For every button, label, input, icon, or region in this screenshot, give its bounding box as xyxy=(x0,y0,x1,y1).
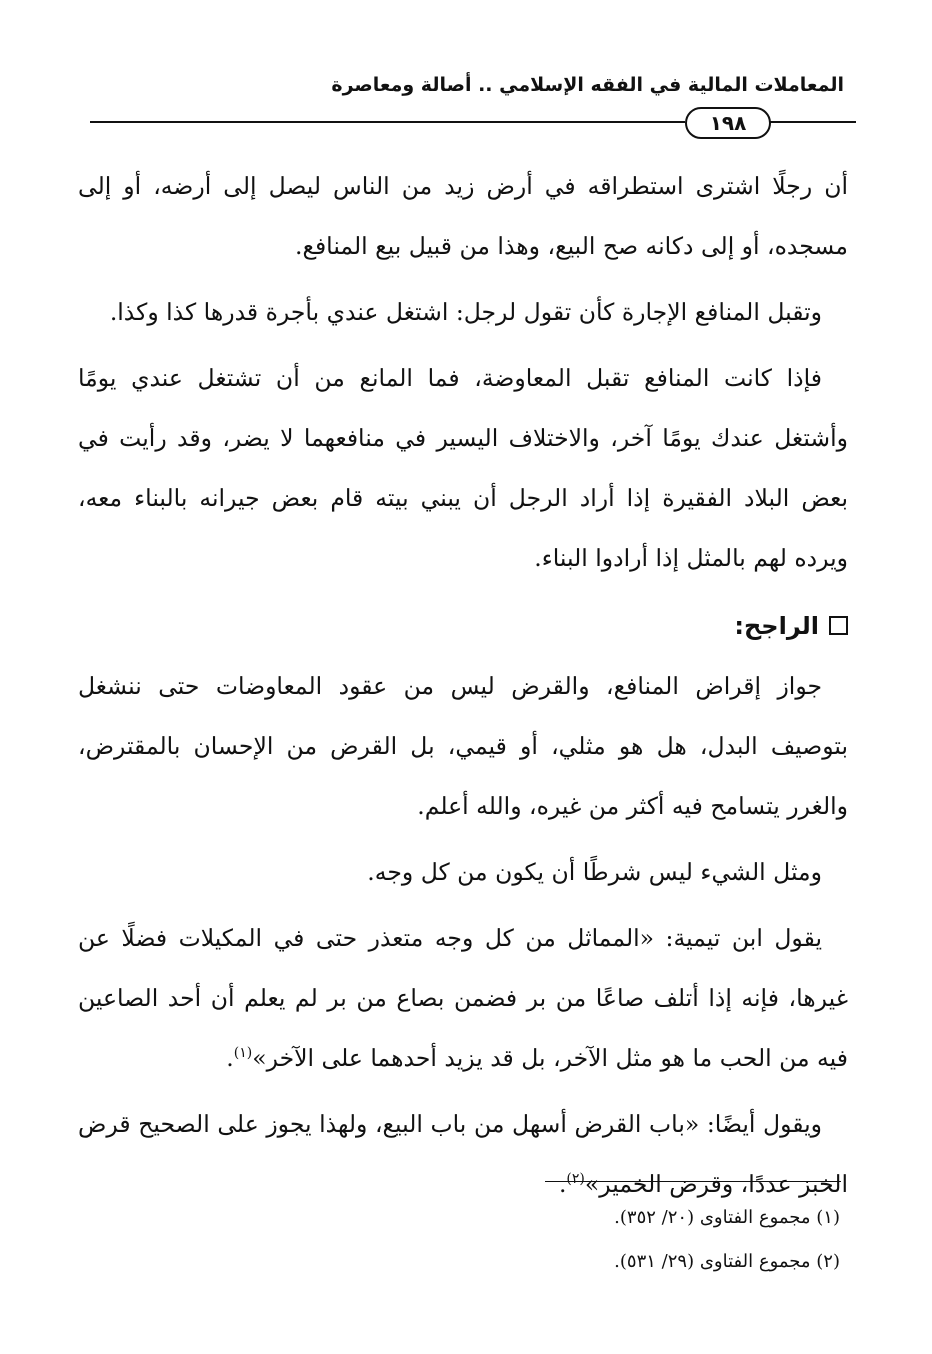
quote-paragraph xyxy=(78,908,848,1088)
paragraph: وتقبل المنافع الإجارة كأن تقول لرجل: اشتغل عندي بأجرة قدرها كذا وكذا. xyxy=(109,298,822,326)
page-number-badge: ١٩٨ xyxy=(685,107,771,139)
running-header-title: المعاملات المالية في الفقه الإسلامي .. أصالة ومعاصرة xyxy=(331,74,844,96)
square-bullet-icon xyxy=(829,616,848,635)
paragraph: ومثل الشيء ليس شرطًا أن يكون من كل وجه. xyxy=(367,858,822,886)
quote-end: . xyxy=(226,1044,234,1072)
main-text xyxy=(78,156,848,1220)
footnote-separator xyxy=(545,1181,841,1182)
paragraph: جواز إقراض المنافع، والقرض ليس من عقود المعاوضات حتى ننشغل بتوصيف البدل، هل هو مثلي، أو قيمي، بل القرض من الإحسان بالمقترض، والغرر يتسامح فيه أكثر من غيره، والله أعلم. xyxy=(78,672,848,820)
paragraph: أن رجلًا اشترى استطراقه في أرض زيد من الناس ليصل إلى أرضه، أو إلى مسجده، أو إلى دكانه صح البيع، وهذا من قبيل بيع المنافع. xyxy=(78,172,848,260)
footnote-ref: (١) xyxy=(233,1045,253,1062)
header-rule-right xyxy=(770,121,856,123)
section-heading-label: الراجح: xyxy=(734,612,819,640)
section-heading xyxy=(78,596,848,656)
footnote: (٢) مجموع الفتاوى (٢٩/ ٥٣١). xyxy=(614,1251,840,1272)
quote-text: يقول ابن تيمية: «المماثل من كل وجه متعذر حتى في المكيلات فضلًا عن غيرها، فإنه إذا أتلف صاعًا من بر فضمن بصاع من بر لم يعلم أن أحد الصاعين فيه من الحب ما هو مثل الآخر، بل قد يزيد أحدهما على الآخر» xyxy=(78,924,848,1072)
quote-end: . xyxy=(558,1170,567,1198)
quote-text: ويقول أيضًا: «باب القرض أسهل من باب البيع، ولهذا يجوز على الصحيح قرض الخبز عددًا، وقرض الخمير» xyxy=(78,1110,848,1198)
header-rule-left xyxy=(90,121,685,123)
paragraph: فإذا كانت المنافع تقبل المعاوضة، فما المانع من أن تشتغل عندي يومًا وأشتغل عندك يومًا آخر، والاختلاف اليسير في منافعهما لا يضر، وقد رأيت في بعض البلاد الفقيرة إذا أراد الرجل أن يبني بيته قام بعض جيرانه بالبناء معه، ويرده لهم بالمثل إذا أرادوا البناء. xyxy=(78,364,848,572)
footnote: (١) مجموع الفتاوى (٢٠/ ٣٥٢). xyxy=(614,1207,840,1228)
footnotes xyxy=(240,1196,840,1284)
footnote-ref: (٢) xyxy=(566,1171,585,1188)
